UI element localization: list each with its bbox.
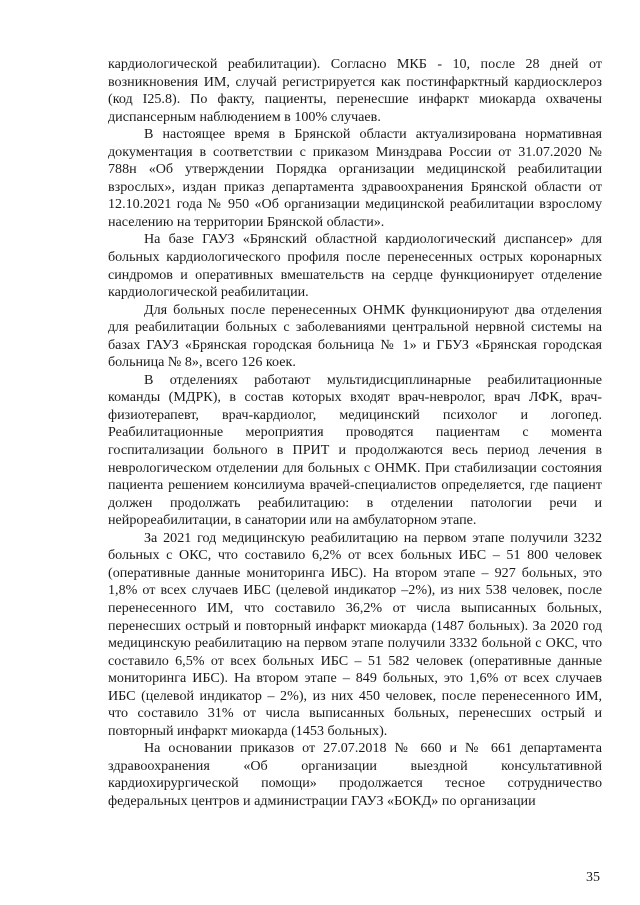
paragraph-continuation: кардиологической реабилитации). Согласно МКБ - 10, после 28 дней от возникновения ИМ, случай регистрируется как постинфарктный кардиосклероз (код I25.8). По факту, пациенты, перенесшие инфаркт миокарда охвачены диспансерным наблюдением в 100% случаев. xyxy=(108,56,602,125)
paragraph-rehab-teams: В отделениях работают мультидисциплинарные реабилитационные команды (МДРК), в состав которых входят врач-невролог, врач ЛФК, врач-физиотерапевт, врач-кардиолог, медицинский психолог и логопед. Реабилитационные мероприятия проводятся пациентам с момента госпитализации больного в ПРИТ и продолжаются весь период лечения в неврологическом отделении для больных с ОНМК. При стабилизации состояния пациента решением консилиума врачей-специалистов определяется, где пациент должен продолжать реабилитацию: в отделении патологии речи и нейрореабилитации, в санатории или на амбулаторном этапе. xyxy=(108,371,602,529)
body-text xyxy=(108,56,602,811)
paragraph-cardio-dispensary: На базе ГАУЗ «Брянский областной кардиологический диспансер» для больных кардиологического профиля после перенесенных острых коронарных синдромов и оперативных вмешательств на сердце функционирует отделение кардиологической реабилитации. xyxy=(108,231,602,301)
paragraph-orders: На основании приказов от 27.07.2018 № 660 и № 661 департамента здравоохранения «Об организации выездной консультативной кардиохирургической помощи» продолжается тесное сотрудничество федеральных центров и администрации ГАУЗ «БОКД» по организации xyxy=(108,740,602,809)
paragraph-normative-documentation: В настоящее время в Брянской области актуализирована нормативная документация в соответствии с приказом Минздрава России от 31.07.2020 № 788н «Об утверждении Порядка организации медицинской реабилитации взрослых», издан приказ департамента здравоохранения Брянской области от 12.10.2021 года № 950 «Об организации медицинской реабилитации взрослому населению на территории Брянской области». xyxy=(108,126,602,230)
page-number: 35 xyxy=(586,870,600,885)
paragraph-statistics: За 2021 год медицинскую реабилитацию на первом этапе получили 3232 больных с ОКС, что составило 6,2% от всех больных ИБС – 51 800 человек (оперативные данные мониторинга ИБС). На втором этапе – 927 больных, это 1,8% от всех случаев ИБС (целевой индикатор –2%), из них 538 человек, после перенесенного ИМ, что составило 36,2% от числа выписанных больных, перенесших острый и повторный инфаркт миокарда (1487 больных). За 2020 год медицинскую реабилитацию на первом этапе получили 3332 больной с ОКС, что составило 6,5% от всех больных ИБС – 51 582 человек (оперативные данные мониторинга ИБС). На втором этапе – 849 больных, это 1,6% от всех случаев ИБС (целевой индикатор – 2%), из них 450 человек, после перенесенного ИМ, что составило 31% от числа выписанных больных, перенесших острый и повторный инфаркт миокарда (1453 больных). xyxy=(108,529,602,739)
paragraph-stroke-departments: Для больных после перенесенных ОНМК функционируют два отделения для реабилитации больных с заболеваниями центральной нервной системы на базах ГАУЗ «Брянская городская больница № 1» и ГБУЗ «Брянская городская больница № 8», всего 126 коек. xyxy=(108,301,602,371)
